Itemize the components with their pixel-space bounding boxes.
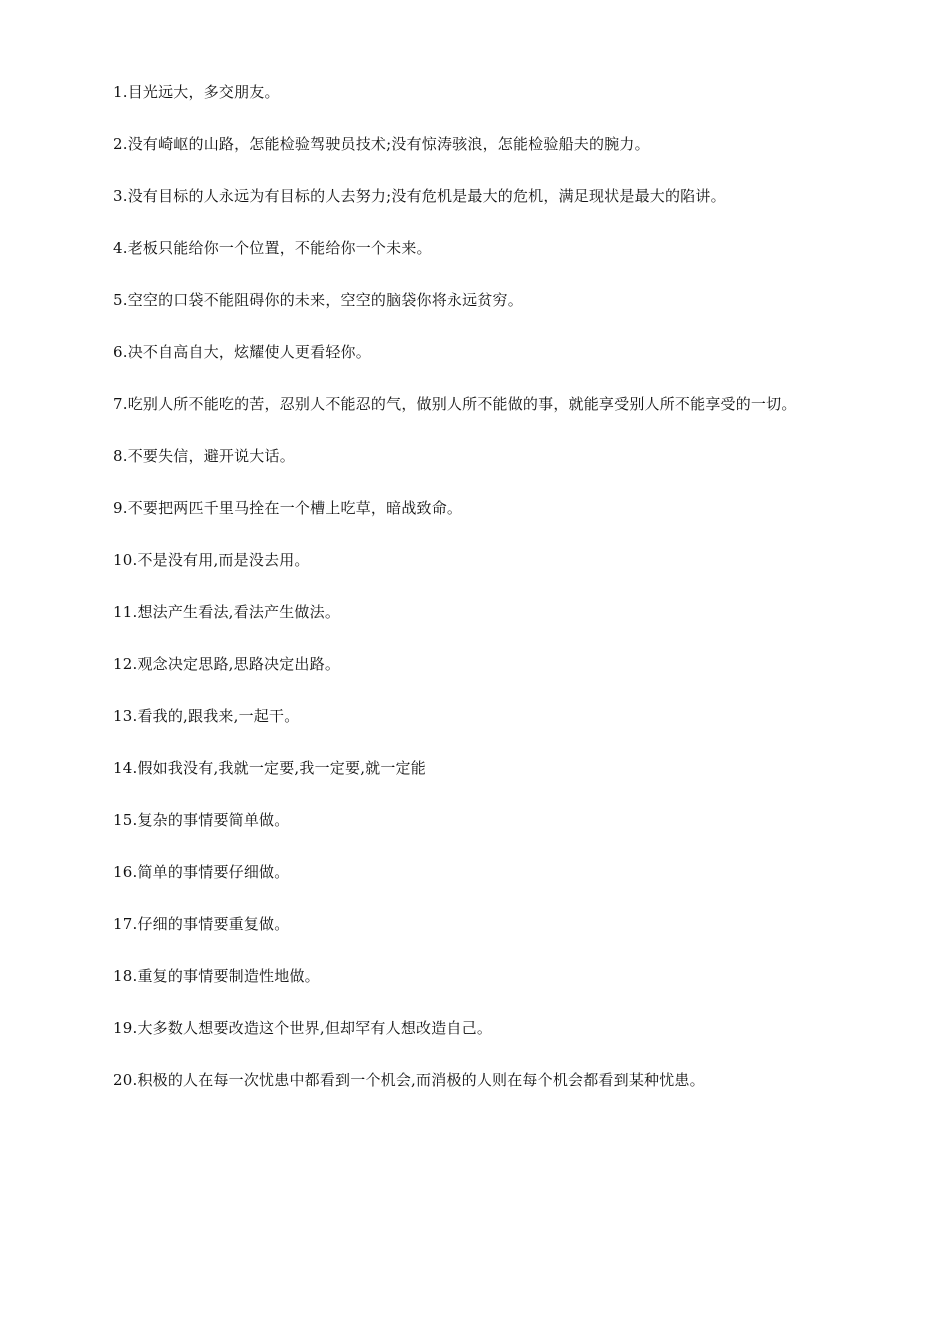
list-item: 9.不要把两匹千里马拴在一个槽上吃草，暗战致命。 (113, 499, 463, 517)
list-item: 16.简单的事情要仔细做。 (113, 863, 290, 881)
list-item: 2.没有崎岖的山路，怎能检验驾驶员技术;没有惊涛骇浪，怎能检验船夫的腕力。 (113, 135, 650, 153)
document-body (82, 79, 868, 1119)
list-item: 10.不是没有用,而是没去用。 (113, 551, 310, 569)
list-item: 18.重复的事情要制造性地做。 (113, 967, 320, 985)
list-item: 7.吃别人所不能吃的苦，忍别人不能忍的气，做别人所不能做的事，就能享受别人所不能享受的一切。 (113, 395, 797, 413)
list-item: 8.不要失信，避开说大话。 (113, 447, 295, 465)
list-item: 6.决不自高自大，炫耀使人更看轻你。 (113, 343, 371, 361)
list-item: 15.复杂的事情要简单做。 (113, 811, 290, 829)
list-item: 20.积极的人在每一次忧患中都看到一个机会,而消极的人则在每个机会都看到某种忧患。 (113, 1071, 705, 1089)
list-item: 5.空空的口袋不能阻碍你的未来，空空的脑袋你将永远贫穷。 (113, 291, 523, 309)
list-item: 11.想法产生看法,看法产生做法。 (113, 603, 341, 621)
list-item: 3.没有目标的人永远为有目标的人去努力;没有危机是最大的危机，满足现状是最大的陷讲。 (113, 187, 726, 205)
list-item: 17.仔细的事情要重复做。 (113, 915, 290, 933)
list-item: 1.目光远大，多交朋友。 (113, 83, 280, 101)
list-item: 14.假如我没有,我就一定要,我一定要,就一定能 (113, 759, 426, 777)
list-item: 12.观念决定思路,思路决定出路。 (113, 655, 341, 673)
list-item: 4.老板只能给你一个位置，不能给你一个未来。 (113, 239, 432, 257)
list-item: 19.大多数人想要改造这个世界,但却罕有人想改造自己。 (113, 1019, 493, 1037)
list-item: 13.看我的,跟我来,一起干。 (113, 707, 300, 725)
